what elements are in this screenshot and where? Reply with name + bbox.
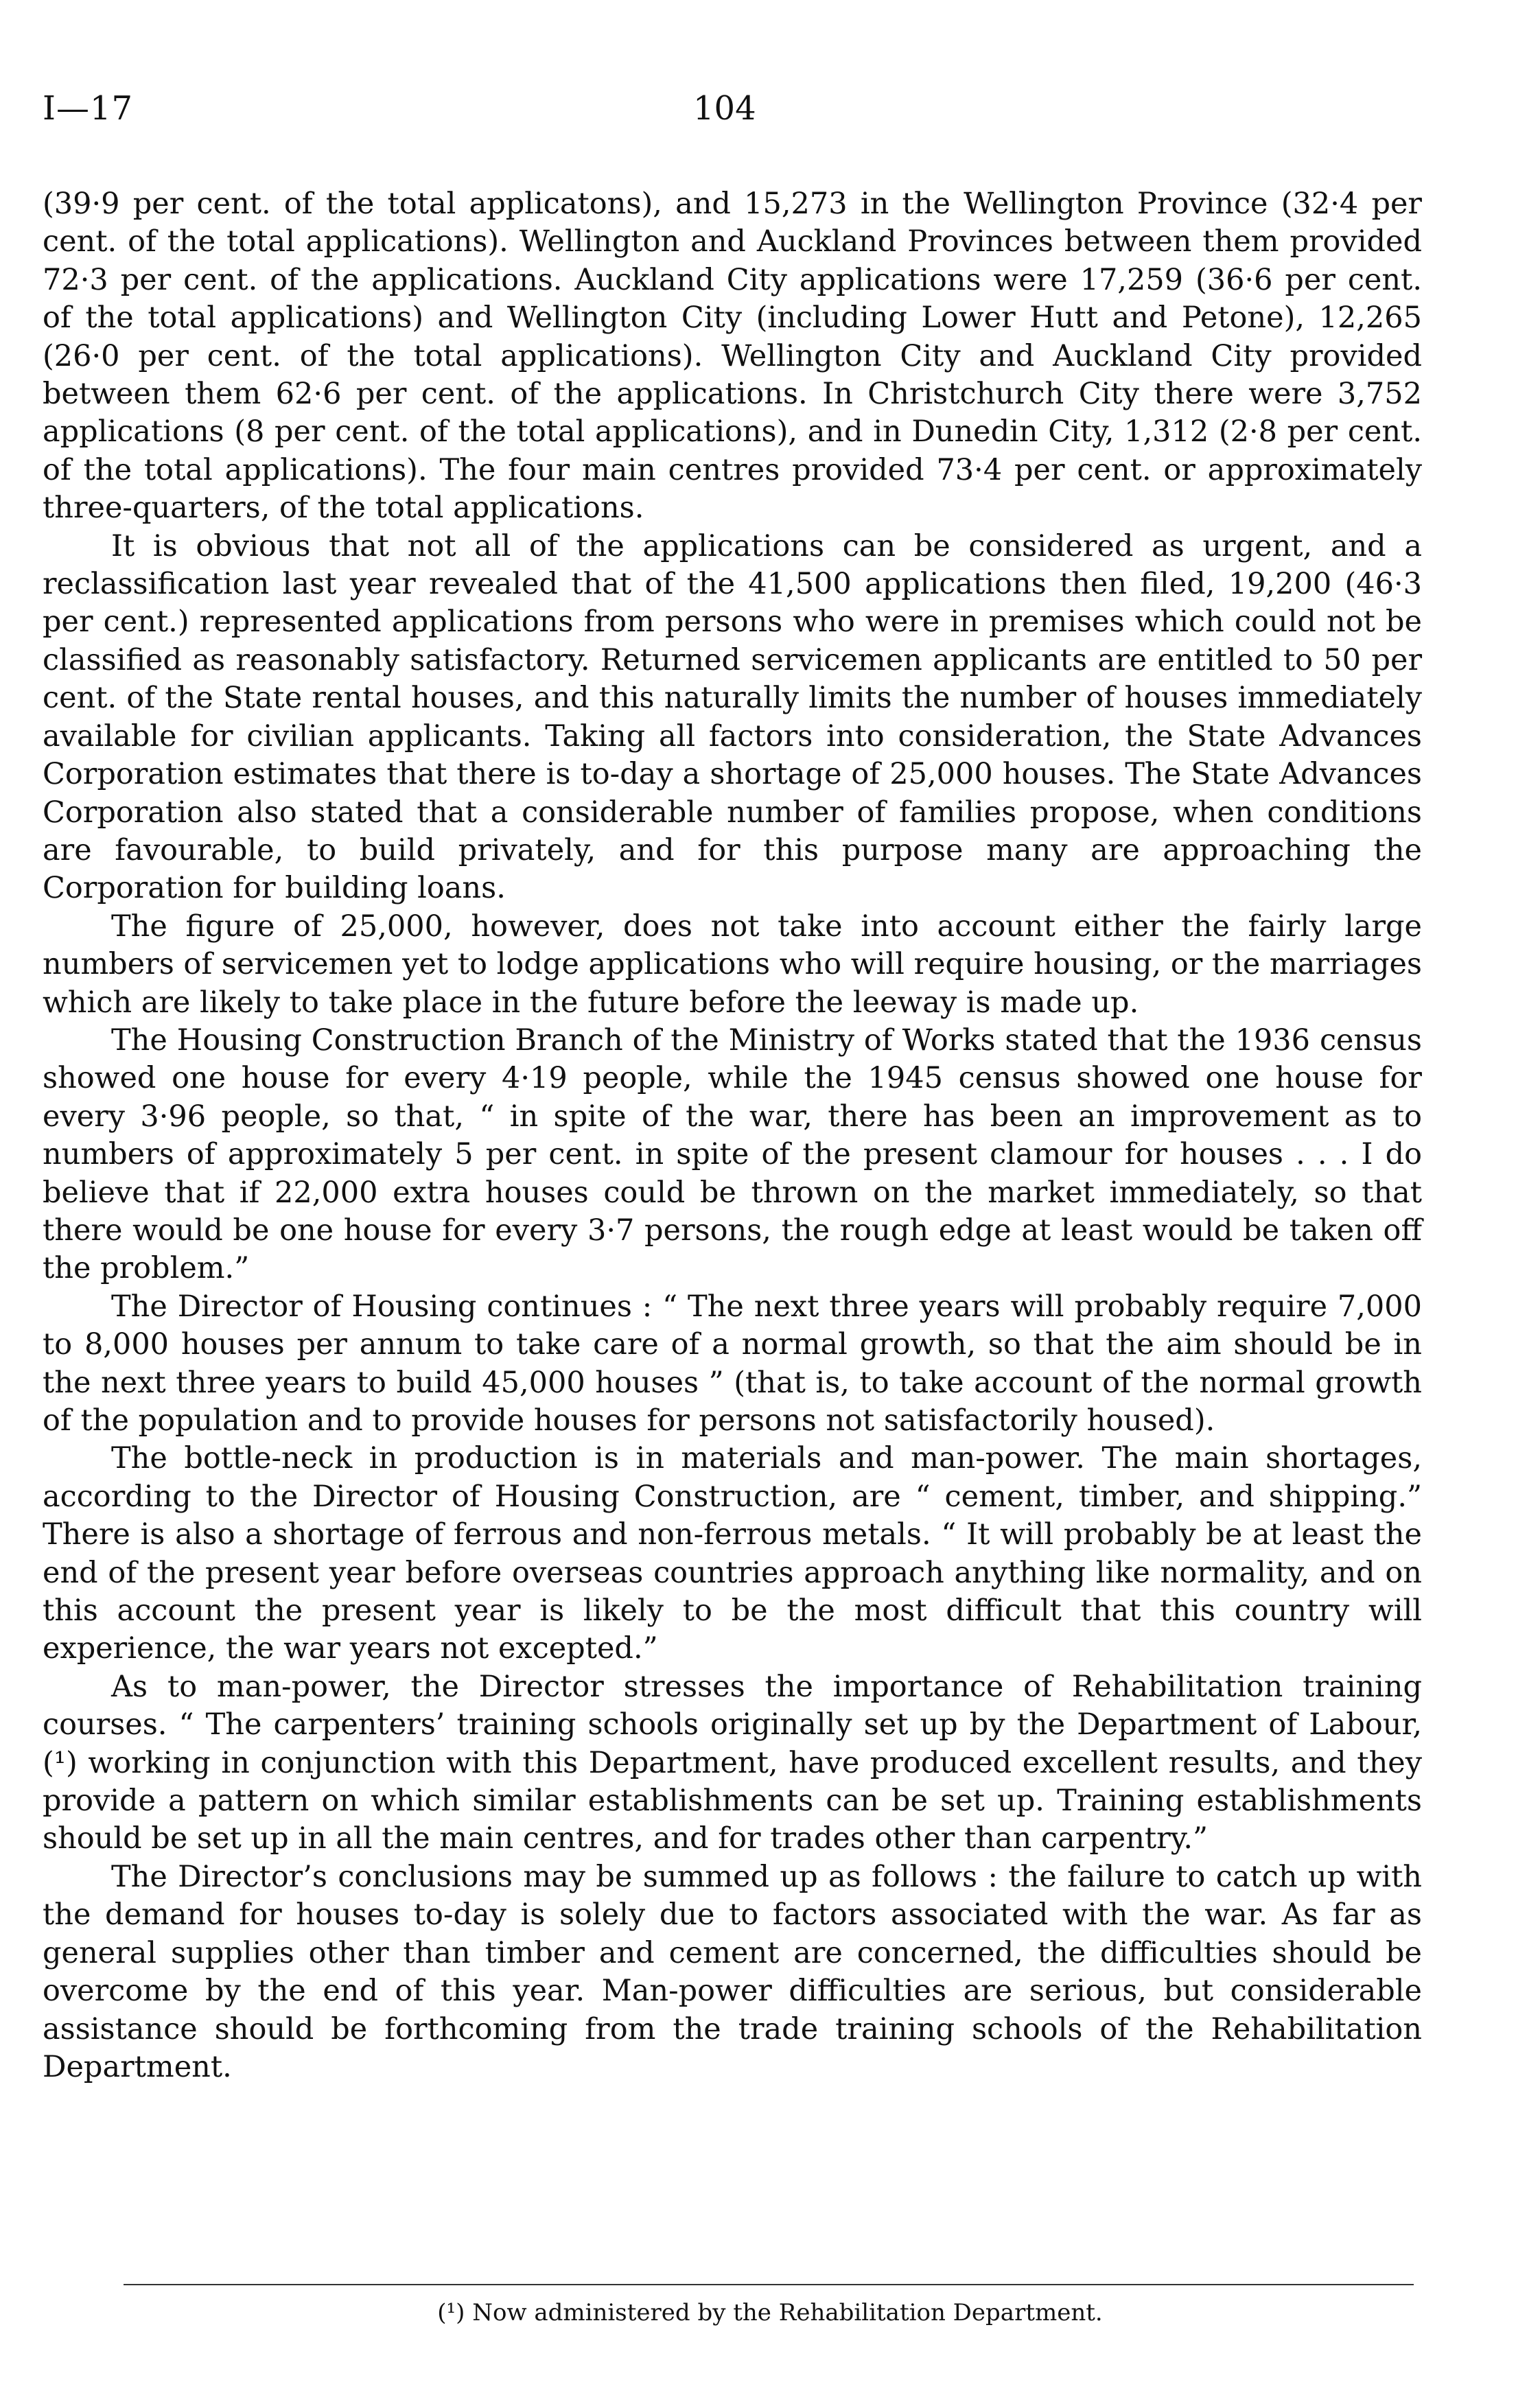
- paragraph-census-comparison: The Housing Construction Branch of the Ministry of Works stated that the 1936 census showed one house for every 4·19 people, while the 1945 census showed one house for every 3·96 people, so that, “ in spite of the war, there has been an improvement as to numbers of approximately 5 per cent. in spite of the present clamour for houses . . . I do believe that if 22,000 extra houses could be thrown on the market immediately, so that there would be one house for every 3·7 persons, the rough edge at least would be taken off the problem.”: [43, 1023, 1422, 1286]
- paragraph-servicemen-marriages: The figure of 25,000, however, does not take into account either the fairly large numbers of servicemen yet to lodge applications who will require housing, or the marriages which are likely to take place in the future before the leeway is made up.: [43, 909, 1422, 1020]
- body-text: [43, 185, 1422, 2086]
- paragraph-applications-by-region: (39·9 per cent. of the total applicatons), and 15,273 in the Wellington Province (32·4 per cent. of the total applications). Wellington and Auckland Provinces between them provided 72·3 per cent. of the applications. Auckland City applications were 17,259 (36·6 per cent. of the total applications) and Wellington City (including Lower Hutt and Petone), 12,265 (26·0 per cent. of the total applications). Wellington City and Auckland City provided between them 62·6 per cent. of the applications. In Christchurch City there were 3,752 applications (8 per cent. of the total applications), and in Dunedin City, 1,312 (2·8 per cent. of the total applications). The four main centres provided 73·4 per cent. or approximately three-quarters, of the total applications.: [43, 187, 1422, 526]
- paragraph-bottle-neck: The bottle-neck in production is in materials and man-power. The main shortages, according to the Director of Housing Construction, are “ cement, timber, and shipping.” There is also a shortage of ferrous and non-ferrous metals. “ It will probably be at least the end of the present year before overseas countries approach anything like normality, and on this account the present year is likely to be the most difficult that this country will experience, the war years not excepted.”: [43, 1441, 1422, 1666]
- paragraph-urgency-classification: It is obvious that not all of the applications can be considered as urgent, and a reclassification last year revealed that of the 41,500 applications then filed, 19,200 (46·3 per cent.) represented applications from persons who were in premises which could not be classified as reasonably satisfactory. Returned servicemen applicants are entitled to 50 per cent. of the State rental houses, and this naturally limits the number of houses immediately available for civilian applicants. Taking all factors into consideration, the State Advances Corporation estimates that there is to-day a shortage of 25,000 houses. The State Advances Corporation also stated that a considerable number of families propose, when conditions are favourable, to build privately, and for this purpose many are approaching the Corporation for building loans.: [43, 528, 1422, 906]
- paragraph-director-of-housing: The Director of Housing continues : “ The next three years will probably require 7,000 to 8,000 houses per annum to take care of a normal growth, so that the aim should be in the next three years to build 45,000 houses ” (that is, to take account of the normal growth of the population and to provide houses for persons not satisfactorily housed).: [43, 1289, 1422, 1438]
- footnote: (¹) Now administered by the Rehabilitation Department.: [437, 2299, 1103, 2326]
- footnote-divider: [124, 2284, 1414, 2285]
- document-reference: I—17: [43, 89, 134, 128]
- paragraph-man-power: As to man-power, the Director stresses the importance of Rehabilitation training courses. “ The carpenters’ training schools originally set up by the Department of Labour,(¹) working in conjunction with this Department, have produced excellent results, and they provide a pattern on which similar establishments can be set up. Training establishments should be set up in all the main centres, and for trades other than carpentry.”: [43, 1669, 1422, 1856]
- paragraph-conclusions: The Director’s conclusions may be summed up as follows : the failure to catch up with the demand for houses to-day is solely due to factors associated with the war. As far as general supplies other than timber and cement are concerned, the difficulties should be overcome by the end of this year. Man-power difficulties are serious, but considerable assistance should be forthcoming from the trade training schools of the Rehabilitation Department.: [43, 1859, 1422, 2084]
- page-number: 104: [693, 89, 756, 128]
- page-header: [0, 89, 1540, 144]
